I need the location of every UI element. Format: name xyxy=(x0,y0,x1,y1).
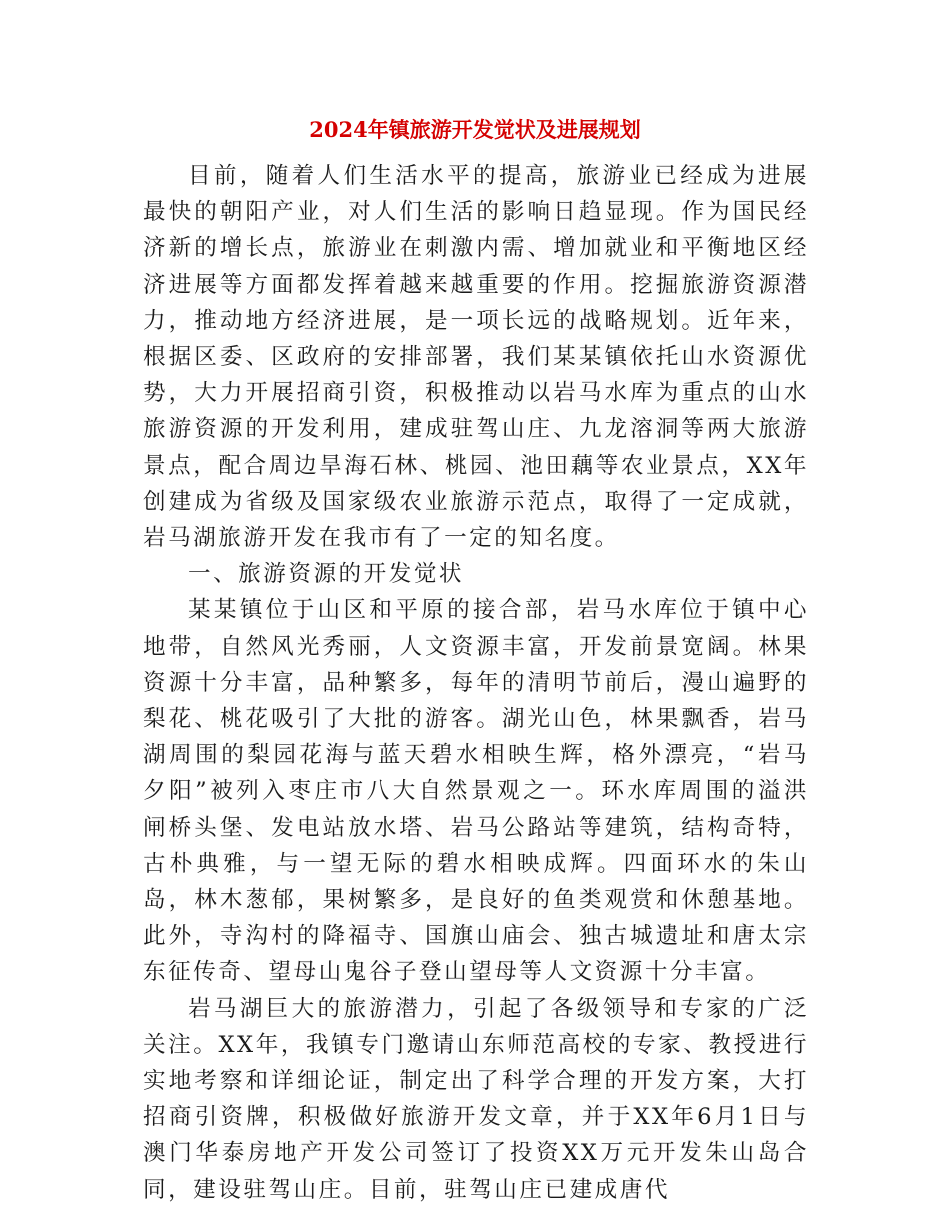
section-paragraph-2: 岩马湖巨大的旅游潜力，引起了各级领导和专家的广泛关注。XX年，我镇专门邀请山东师范高校的专家、教授进行实地考察和详细论证，制定出了科学合理的开发方案，大打招商引资牌，积极做好旅游开发文章，并于XX年6月1日与澳门华泰房地产开发公司签订了投资XX万元开发朱山岛合同，建设驻驾山庄。目前，驻驾山庄已建成唐代 xyxy=(143,995,809,1203)
document-body xyxy=(143,158,809,1208)
section-paragraph-1: 某某镇位于山区和平原的接合部，岩马水库位于镇中心地带，自然风光秀丽，人文资源丰富，开发前景宽阔。林果资源十分丰富，品种繁多，每年的清明节前后，漫山遍野的梨花、桃花吸引了大批的游客。湖光山色，林果飘香，岩马湖周围的梨园花海与蓝天碧水相映生辉，格外漂亮，“岩马夕阳”被列入枣庄市八大自然景观之一。环水库周围的溢洪闸桥头堡、发电站放水塔、岩马公路站等建筑，结构奇特，古朴典雅，与一望无际的碧水相映成辉。四面环水的朱山岛，林木葱郁，果树繁多，是良好的鱼类观赏和休憩基地。此外，寺沟村的降福寺、国旗山庙会、独古城遗址和唐太宗东征传奇、望母山鬼谷子登山望母等人文资源十分丰富。 xyxy=(143,597,809,986)
intro-paragraph: 目前，随着人们生活水平的提高，旅游业已经成为进展最快的朝阳产业，对人们生活的影响日趋显现。作为国民经济新的增长点，旅游业在刺激内需、增加就业和平衡地区经济进展等方面都发挥着越来越重要的作用。挖掘旅游资源潜力，推动地方经济进展，是一项长远的战略规划。近年来，根据区委、区政府的安排部署，我们某某镇依托山水资源优势，大力开展招商引资，积极推动以岩马水库为重点的山水旅游资源的开发利用，建成驻驾山庄、九龙溶洞等两大旅游景点，配合周边旱海石林、桃园、池田藕等农业景点，XX年创建成为省级及国家级农业旅游示范点，取得了一定成就，岩马湖旅游开发在我市有了一定的知名度。 xyxy=(143,163,809,552)
section-heading: 一、旅游资源的开发觉状 xyxy=(188,561,465,588)
document-title: 2024年镇旅游开发觉状及进展规划 xyxy=(309,117,641,142)
